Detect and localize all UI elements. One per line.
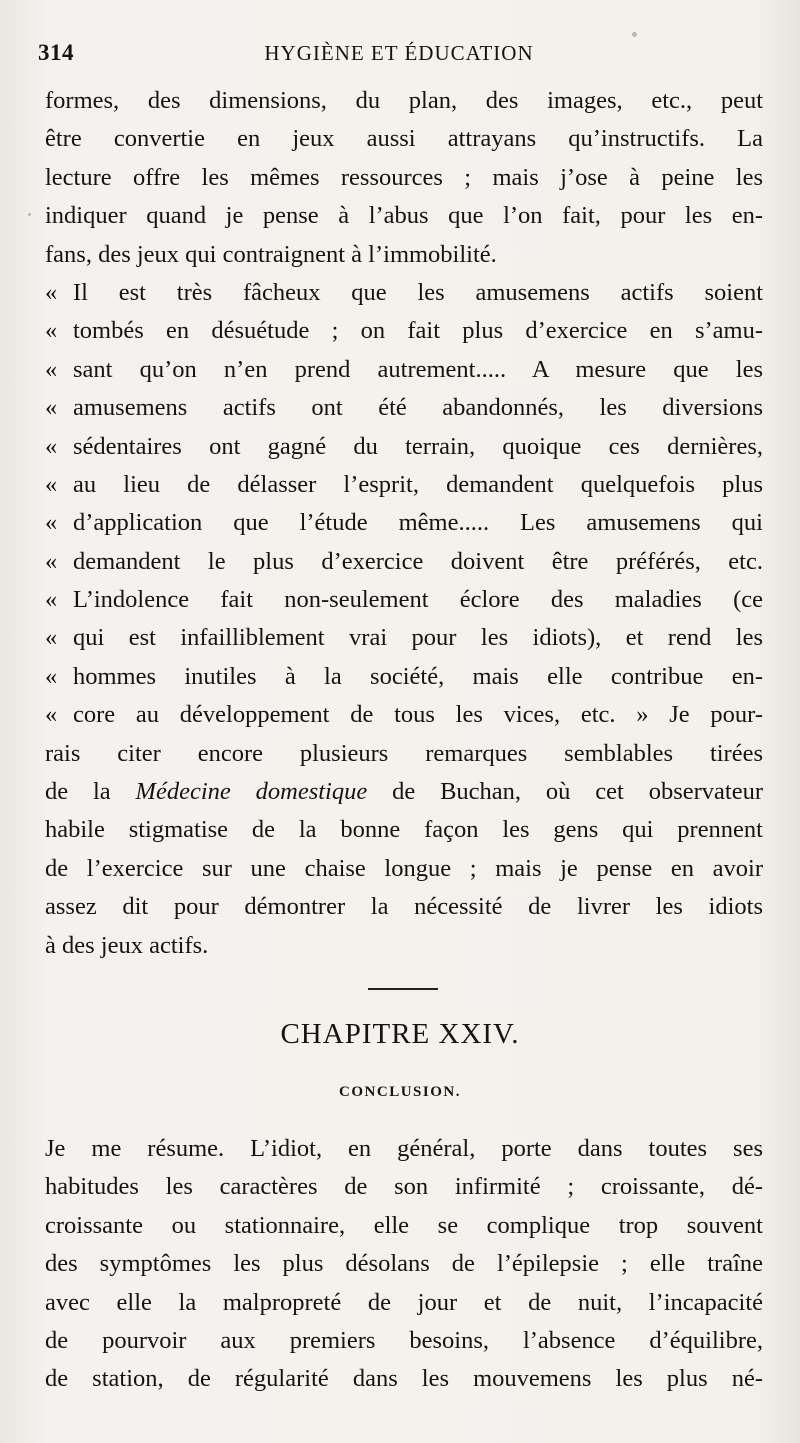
paper-speck [28, 213, 31, 216]
text-line [45, 1245, 763, 1283]
quote-mark: « [45, 662, 58, 690]
line-text: sant qu’on n’en prend autrement..... A mesure que les [73, 355, 763, 383]
text-line [45, 1130, 763, 1168]
quote-mark: « [45, 547, 58, 575]
quote-mark: « [45, 470, 58, 498]
text-line [45, 466, 763, 504]
text-line [45, 1322, 763, 1360]
paper-speck [632, 32, 637, 37]
line-text: assez dit pour démontrer la nécessité de livrer les idiots [45, 893, 763, 921]
chapter-subtitle: CONCLUSION. [339, 1084, 461, 1100]
text-line [45, 504, 763, 542]
quote-mark: « [45, 394, 58, 422]
text-line [45, 1168, 763, 1206]
quote-mark: « [45, 278, 58, 306]
line-text: habile stigmatise de la bonne façon les gens qui prennent [45, 816, 763, 844]
quote-mark: « [45, 509, 58, 537]
line-text: des symptômes les plus désolans de l’épilepsie ; elle traîne [45, 1250, 763, 1278]
line-text: de la [45, 778, 136, 806]
line-text: fans, des jeux qui contraignent à l’immobilité. [45, 240, 497, 268]
quote-mark: « [45, 701, 58, 729]
text-line [45, 197, 763, 235]
line-text: L’indolence fait non-seulement éclore des maladies (ce [73, 586, 763, 614]
text-line [45, 82, 763, 120]
quote-mark: « [45, 355, 58, 383]
line-text: indiquer quand je pense à l’abus que l’on fait, pour les en- [45, 202, 763, 230]
text-line [45, 696, 763, 734]
line-text: core au développement de tous les vices, etc. » Je pour- [73, 701, 763, 729]
line-text: amusemens actifs ont été abandonnés, les diversions [73, 394, 763, 422]
line-text: Je me résume. L’idiot, en général, porte dans toutes ses [45, 1135, 763, 1162]
text-line [45, 1207, 763, 1245]
line-text: de l’exercice sur une chaise longue ; mais je pense en avoir [45, 854, 763, 882]
line-text: de Buchan, où cet observateur [367, 778, 763, 806]
quote-mark: « [45, 317, 58, 345]
text-line [45, 927, 763, 965]
line-text: rais citer encore plusieurs remarques semblables tirées [45, 739, 763, 767]
text-line [45, 120, 763, 158]
quote-mark: « [45, 432, 58, 460]
text-line [45, 850, 763, 888]
page-header [38, 40, 760, 76]
text-line [45, 274, 763, 312]
text-line [45, 428, 763, 466]
text-line [45, 1360, 763, 1398]
page-number: 314 [38, 40, 74, 65]
text-line [45, 1284, 763, 1322]
line-text: à des jeux actifs. [45, 931, 209, 959]
chapter-title: CHAPITRE XXIV. [280, 1018, 520, 1050]
running-head: HYGIÈNE ET ÉDUCATION [264, 41, 534, 65]
text-line [45, 773, 763, 811]
line-text: au lieu de délasser l’esprit, demandent quelquefois plus [73, 470, 763, 498]
line-text: avec elle la malpropreté de jour et de nuit, l’incapacité [45, 1288, 763, 1316]
text-line [45, 351, 763, 389]
text-line [45, 581, 763, 619]
text-line [45, 159, 763, 197]
section-divider [368, 988, 438, 990]
text-line [45, 811, 763, 849]
text-line [45, 888, 763, 926]
text-line [45, 543, 763, 581]
text-line [45, 735, 763, 773]
line-text: hommes inutiles à la société, mais elle contribue en- [73, 662, 763, 690]
text-line [45, 389, 763, 427]
line-text: être convertie en jeux aussi attrayans qu’instructifs. La [45, 125, 763, 153]
line-text: habitudes les caractères de son infirmité ; croissante, dé- [45, 1173, 763, 1201]
line-text: qui est infailliblement vrai pour les idiots), et rend les [73, 624, 763, 652]
line-text: d’application que l’étude même..... Les amusemens qui [73, 509, 763, 537]
line-text: formes, des dimensions, du plan, des images, etc., peut [45, 87, 763, 114]
line-text: de station, de régularité dans les mouvemens les plus né- [45, 1365, 763, 1393]
text-line [45, 658, 763, 696]
line-text: lecture offre les mêmes ressources ; mais j’ose à peine les [45, 163, 763, 191]
line-text: de pourvoir aux premiers besoins, l’absence d’équilibre, [45, 1326, 763, 1354]
text-line [45, 236, 763, 274]
paragraph-block-main [45, 82, 763, 965]
line-text: tombés en désuétude ; on fait plus d’exercice en s’amu- [73, 317, 763, 345]
line-text: demandent le plus d’exercice doivent être préférés, etc. [73, 547, 763, 575]
paragraph-block-conclusion [45, 1130, 763, 1399]
text-line [45, 312, 763, 350]
text-line [45, 619, 763, 657]
line-text: croissante ou stationnaire, elle se complique trop souvent [45, 1211, 763, 1239]
quote-mark: « [45, 586, 58, 614]
book-title-italic: Médecine domestique [135, 778, 368, 806]
line-text: sédentaires ont gagné du terrain, quoique ces dernières, [73, 432, 763, 460]
line-text: Il est très fâcheux que les amusemens actifs soient [73, 278, 763, 306]
quote-mark: « [45, 624, 58, 652]
